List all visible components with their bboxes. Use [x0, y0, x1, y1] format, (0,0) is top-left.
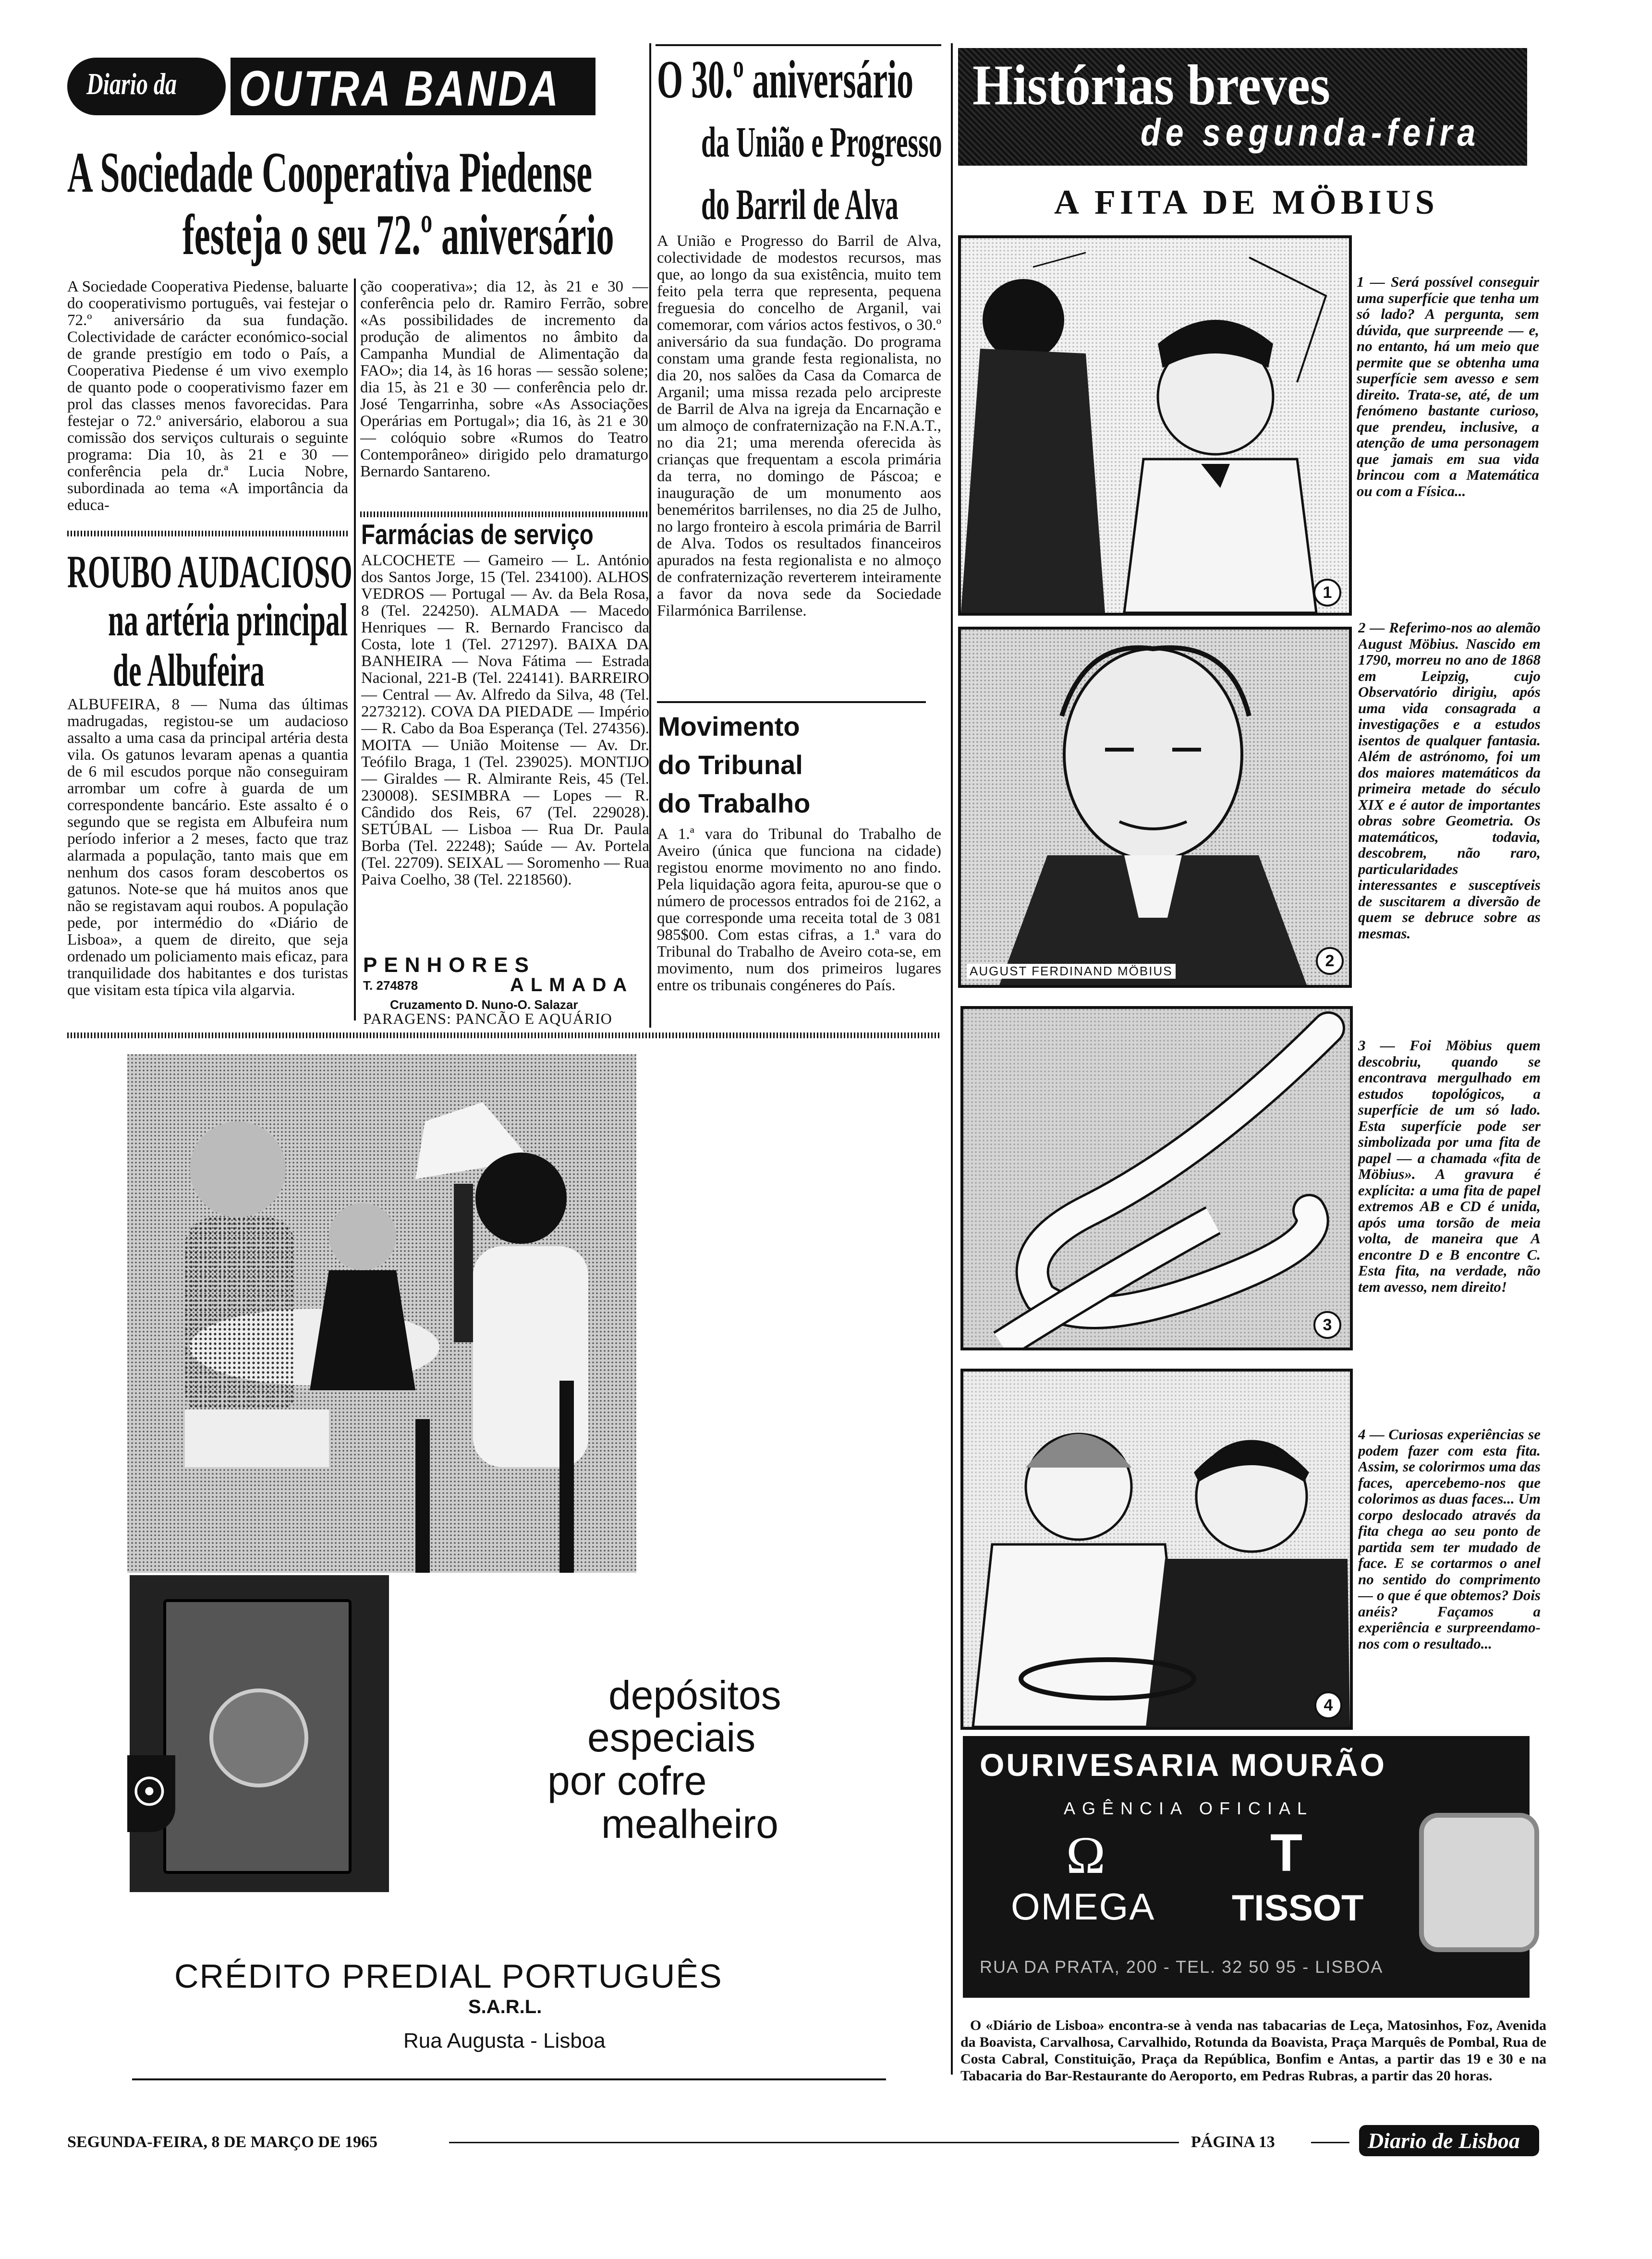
uniao-title-line3: do Barril de Alva: [701, 181, 899, 229]
divider-rule: [657, 701, 926, 703]
roubo-title-line1: ROUBO AUDACIOSO: [67, 546, 352, 597]
penhores-phone: T. 274878: [363, 978, 418, 993]
credito-slogan-line3: por cofre: [547, 1758, 707, 1803]
uniao-top-rule: [656, 44, 941, 46]
family-illustration: [127, 1054, 636, 1573]
credito-ad: [127, 1054, 900, 2096]
tissot-brand: TISSOT: [1232, 1888, 1364, 1929]
historias-panel-3-image: [960, 1006, 1353, 1350]
piedense-body-col2: ção cooperativa»; dia 12, às 21 e 30 — conferência pelo dr. Ramiro Ferrão, sobre «As possibilidades de incremento da produção de alimentos no âmbito da Campanha Mundial de Alimentação da FAO»; dia 14, às 16 horas — sessão solene; dia 15, às 21 e 30 — conferência pelo dr. José Tengarrinha, sobre «As Associações Operárias em Portugal»; dia 16, às 21 e 30 — colóquio sobre «Rumos do Teatro Contemporâneo» dirigido pelo dramaturgo Bernardo Santareno.: [360, 279, 648, 480]
credito-bottom-rule: [132, 2078, 886, 2080]
credito-address: Rua Augusta - Lisboa: [403, 2029, 606, 2053]
credito-slogan-line2: especiais: [587, 1715, 756, 1760]
masthead-logo: [67, 58, 226, 115]
farmacias-body: ALCOCHETE — Gameiro — L. António dos Santos Jorge, 15 (Tel. 234100). ALHOS VEDROS — Portugal — Av. da Bela Rosa, 8 (Tel. 224250). ALMADA — Macedo Henriques — R. Bernardo Francisco da Costa, lote 1 (Tel. 271297). BAIXA DA BANHEIRA — Nova Fátima — Estrada Nacional, 221-B (Tel. 224141). BARREIRO — Central — Av. Alfredo da Silva, 48 (Tel. 2273212). COVA DA PIEDADE — Império — R. Cabo da Boa Esperança (Tel. 274356). MOITA — União Moitense — Av. Dr. Teófilo Braga, 1 (Tel. 239025). MONTIJO — Giraldes — R. Almirante Reis, 45 (Tel. 230008). SESIMBRA — Lopes — R. Cândido dos Reis, 67 (Tel. 229028). SETÚBAL — Lisboa — Rua Dr. Paula Borba (Tel. 22248); Saúde — Av. Portela (Tel. 22709). SEIXAL — Soromenho — Rua Paiva Coelho, 38 (Tel. 2218560).: [361, 552, 649, 888]
footer-rule-left: [449, 2142, 1179, 2143]
historias-panel-2-image: [958, 627, 1352, 988]
roubo-title-line2: na artéria principal: [108, 594, 348, 645]
uniao-body: A União e Progresso do Barril de Alva, colectividade de modestos recursos, mas que, ao longo da sua existência, muito tem feito pela terra que representa, pequena freguesia do concelho de Arganil, vai comemorar, com vários actos festivos, o 30.º aniversário da sua fundação. Do programa constam uma grande festa regionalista, no dia 20, nos salões da Casa da Comarca de Arganil; uma missa rezada pelo arcipreste de Barril de Alva na igreja da Encarnação e um almoço de confraternização na F.N.A.T., no dia 21; uma merenda oferecida às crianças que frequentam a escola primária da terra, no domingo de Páscoa; e inauguração de um monumento aos beneméritos barrilenses, no dia 25 de Julho, no largo fronteiro à escola primária de Barril de Alva. Todos os resultados financeiros apurados na festa regionalista e no almoço de confraternização reverterem inteiramente a favor da nova sede da Sociedade Filarmónica Barrilense.: [657, 233, 941, 619]
panel-2-number: 2: [1316, 947, 1344, 975]
panel-2-portrait: [961, 630, 1349, 985]
credito-slogan-line1: depósitos: [608, 1673, 781, 1718]
ourivesaria-name: OURIVESARIA MOURÃO: [980, 1747, 1386, 1783]
footer-date: SEGUNDA-FEIRA, 8 DE MARÇO DE 1965: [67, 2133, 378, 2151]
watch-image: [1414, 1803, 1539, 1957]
footer-logo: [1359, 2125, 1539, 2156]
credito-logo-icon: ☉: [132, 1771, 167, 1813]
historias-panel-1-image: [958, 235, 1352, 616]
credito-logo: [127, 1755, 175, 1832]
panel-4-children: [963, 1372, 1350, 1727]
piedense-title-line1: A Sociedade Cooperativa Piedense: [67, 140, 593, 204]
piedense-body-col1: A Sociedade Cooperativa Piedense, baluarte do cooperativismo português, vai festejar o 72.º aniversário da sua fundação. Colectividade de carácter económico-social de grande prestígio em todo o País, a Cooperativa Piedense é um vivo exemplo de quanto pode o cooperativismo fazer em prol das classes menos favorecidas. Para festejar o 72.º aniversário, elaborou a sua comissão dos serviços culturais o seguinte programa: Dia 10, às 21 e 30 — conferência pela dr.ª Lucia Nobre, subordinada ao tema «A importância da educa-: [67, 279, 348, 514]
historias-panel-4-image: [960, 1369, 1353, 1730]
penhores-address: Cruzamento D. Nuno-O. Salazar: [390, 997, 578, 1012]
hatch-divider: [67, 1032, 941, 1038]
panel-4-number: 4: [1314, 1691, 1342, 1719]
ourivesaria-ad: [963, 1736, 1530, 1998]
historias-header: [958, 48, 1527, 166]
historias-title: A FITA DE MÖBIUS: [1054, 183, 1439, 221]
ourivesaria-agency: AGÊNCIA OFICIAL: [1064, 1798, 1314, 1818]
panel-1-number: 1: [1313, 579, 1341, 607]
tribunal-title-line3: do Trabalho: [658, 788, 811, 818]
tribunal-body: A 1.ª vara do Tribunal do Trabalho de Aveiro (única que funciona na cidade) registou enorme movimento no ano findo. Pela liquidação agora feita, apurou-se que o número de processos entrados foi de 2162, a que corresponde uma receita total de 3 081 985$00. Com estas cifras, a 1.ª vara do Tribunal do Trabalho de Aveiro cota-se, em movimento, num dos primeiros lugares entre os tribunais congéneres do País.: [657, 826, 941, 994]
penhores-stops: PARAGENS: PANCÃO E AQUÁRIO: [363, 1010, 612, 1027]
penhores-ad: [361, 953, 649, 1025]
uniao-title-line1: O 30.º aniversário: [657, 50, 914, 109]
historias-panel-3-text: 3 — Foi Möbius quem descobriu, quando se encontrava mergulhado em estudos topológicos, a superfície de um só lado. Esta superfície pode ser simbolizada por uma fita de papel — a chamada «fita de Möbius». A gravura é explícita: a uma fita de papel extremos AB e CD é unida, após uma torsão de meia volta, de maneira que A encontre D e B encontre C. Esta fita, na verdade, não tem avesso, nem direito!: [1358, 1037, 1541, 1295]
masthead-section-box: [231, 58, 595, 115]
mealheiro-emblem: [209, 1688, 308, 1787]
omega-brand: OMEGA: [1011, 1885, 1155, 1928]
penhores-title: PENHORES: [363, 953, 535, 977]
footer-page: PÁGINA 13: [1191, 2133, 1275, 2151]
panel-3-number: 3: [1313, 1311, 1341, 1339]
credito-company: CRÉDITO PREDIAL PORTUGUÊS: [174, 1957, 723, 1995]
credito-company-type: S.A.R.L.: [468, 1996, 542, 2017]
historias-panel-1-text: 1 — Será possível conseguir uma superfície que tenha um só lado? A pergunta, sem dúvida, que surpreende — e, no entanto, há um meio que permite que se obtenha uma superfície sem avesso e sem direito. Trata-se, até, de um fenómeno bastante curioso, que prendeu, inclusive, a atenção de uma personagem que jamais em sua vida brincou com a Matemática ou com a Física...: [1357, 274, 1539, 499]
panel-3-mobius-strip: [963, 1009, 1350, 1348]
panel-1-drawing: [961, 238, 1349, 613]
masthead-section-title: OUTRA BANDA: [239, 61, 561, 117]
historias-panel-2-text: 2 — Referimo-nos ao alemão August Möbius. Nascido em 1790, morreu no ano de 1868 em Leipzig, cujo Observatório dirigiu, após uma vida consagrada a investigações e a estudos isentos de qualquer fantasia. Além de astrónomo, foi um dos maiores matemáticos da primeira metade do século XIX e é autor de importantes obras sobre Geometria. Os matemáticos, todavia, descobrem, não raro, particularidades interessantes e susceptíveis de suscitarem a diversão de quem se debruce sobre as mesmas.: [1358, 619, 1541, 942]
roubo-body: ALBUFEIRA, 8 — Numa das últimas madrugadas, registou-se um audacioso assalto a uma casa da principal artéria desta vila. Os gatunos levaram apenas a quantia de 6 mil escudos porque não conseguiram arrombar um cofre à guarda de um correspondente bancário. Este assalto é o segundo que se regista em Albufeira num período inferior a 2 meses, facto que traz alarmada a população, tanto mais que em nenhum dos casos foram descobertos os gatunos. Note-se que há muitos anos que não se registavam aqui roubos. A população pede, por intermédio do «Diário de Lisboa», a quem de direito, que seja ordenado um policiamento mais eficaz, para tranquilidade dos habitantes e dos turistas que visitam esta típica vila algarvia.: [67, 696, 348, 999]
credito-slogan-line4: mealheiro: [601, 1801, 778, 1846]
family-image: [127, 1054, 636, 1573]
notice-text: O «Diário de Lisboa» encontra-se à venda nas tabacarias de Leça, Matosinhos, Foz, Avenida da Boavista, Carvalhosa, Carvalhido, Rotunda da Boavista, Praça Marquês de Pombal, Rua de Costa Cabral, Constituição, Praça da República, Bonfim e Antas, a partir das 19 e 30 e na Tabacaria do Bar-Restaurante do Aeroporto, em Pedras Rubras, a partir das 20 horas.: [960, 2017, 1546, 2084]
farmacias-title: Farmácias de serviço: [361, 519, 594, 550]
hatch-divider: [360, 511, 651, 517]
penhores-city: ALMADA: [510, 974, 634, 996]
mealheiro-box: [127, 1573, 391, 1895]
hatch-divider: [67, 531, 349, 536]
omega-symbol: Ω: [1066, 1826, 1105, 1884]
footer-rule-right: [1311, 2142, 1349, 2143]
masthead-logo-text: Diario da: [86, 67, 177, 101]
masthead: [67, 48, 595, 120]
ourivesaria-address: RUA DA PRATA, 200 - TEL. 32 50 95 - LISBOA: [980, 1957, 1384, 1977]
roubo-title-line3: de Albufeira: [113, 644, 265, 696]
piedense-title-line2: festeja o seu 72.º aniversário: [182, 203, 614, 267]
panel-2-portrait-label: AUGUST FERDINAND MÖBIUS: [967, 964, 1176, 979]
tissot-symbol: T: [1270, 1823, 1303, 1882]
historias-header-line1: Histórias breves: [972, 53, 1330, 117]
historias-header-line2: de segunda-feira: [1141, 111, 1481, 154]
tribunal-title-line2: do Tribunal: [658, 750, 803, 780]
page-column-rule: [951, 43, 953, 2075]
tribunal-title-line1: Movimento: [658, 711, 800, 741]
mealheiro-book: [163, 1599, 352, 1874]
watch-face: [1419, 1813, 1539, 1952]
uniao-title-line2: da União e Progresso: [701, 119, 942, 166]
historias-panel-4-text: 4 — Curiosas experiências se podem fazer com esta fita. Assim, se colorirmos uma das faces, apercebemo-nos que colorimos as duas faces... Um corpo deslocado através da fita chega ao seu ponto de partida sem ter mudado de face. E se cortarmos o anel no sentido do comprimento — o que é que obtemos? Dois anéis? Façamos a experiência e surpreendamo-nos com o resultado...: [1358, 1426, 1541, 1652]
column-rule: [649, 43, 651, 1028]
footer-logo-text: Diario de Lisboa: [1368, 2128, 1520, 2153]
column-rule: [354, 279, 356, 1020]
